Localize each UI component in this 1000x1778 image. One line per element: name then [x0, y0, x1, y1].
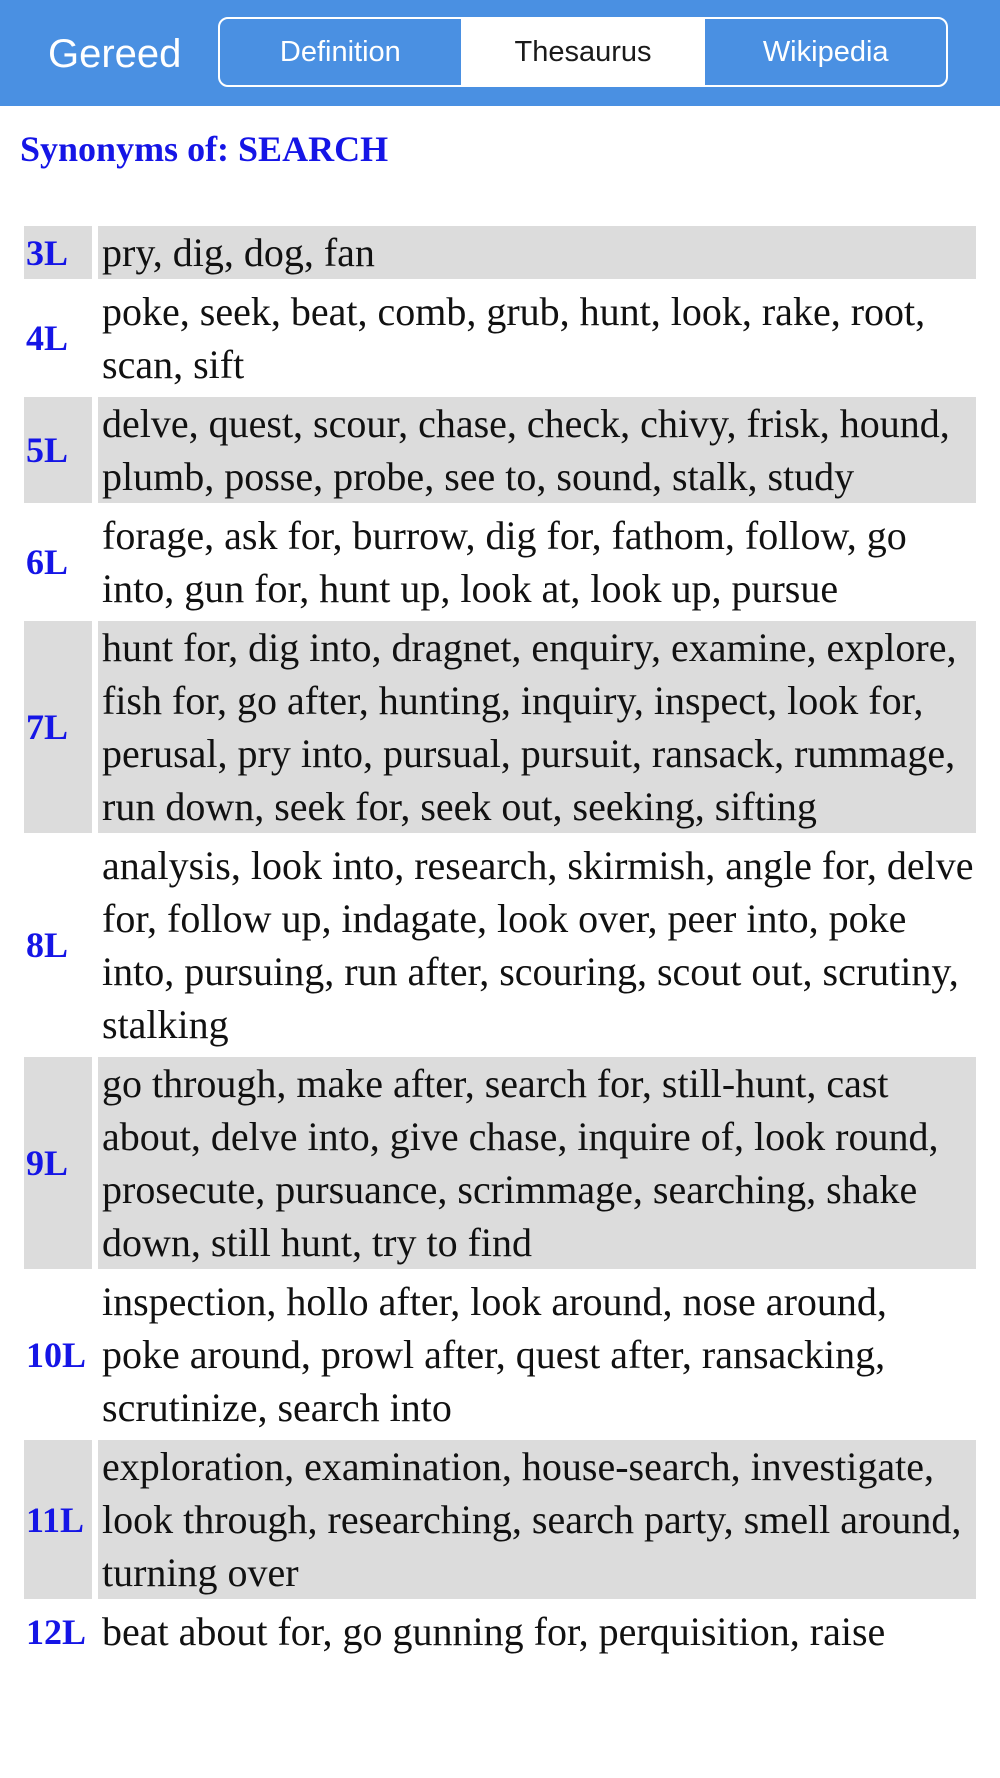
table-row: [24, 1440, 976, 1599]
letter-count-label: 3L: [24, 226, 92, 279]
letter-count-label: 8L: [26, 925, 69, 965]
synonym-list: exploration, examination, house-search, investigate, look through, researching, search party, smell around, turning over: [98, 1440, 976, 1599]
top-nav-bar: [0, 0, 1000, 106]
synonym-list: inspection, hollo after, look around, nose around, poke around, prowl after, quest after, ransacking, scrutinize, search into: [102, 1279, 887, 1430]
letter-count-label: 9L: [24, 1057, 92, 1269]
letter-count-label: 4L: [26, 318, 69, 358]
synonym-list: analysis, look into, research, skirmish, angle for, delve for, follow up, indagate, look over, peer into, poke into, pursuing, run after, scouring, scout out, scrutiny, stalking: [102, 843, 974, 1047]
tab-wikipedia[interactable]: Wikipedia: [703, 19, 946, 85]
page-title: Synonyms of: SEARCH: [20, 129, 389, 169]
table-row: [24, 509, 976, 615]
synonyms-table: [24, 226, 976, 1658]
synonym-list: pry, dig, dog, fan: [98, 226, 976, 279]
app-title: Gereed: [48, 32, 182, 76]
synonym-list: forage, ask for, burrow, dig for, fathom, follow, go into, gun for, hunt up, look at, look up, pursue: [102, 513, 907, 611]
synonym-list: go through, make after, search for, still-hunt, cast about, delve into, give chase, inquire of, look round, prosecute, pursuance, scrimmage, searching, shake down, still hunt, try to find: [98, 1057, 976, 1269]
tab-definition[interactable]: Definition: [279, 35, 401, 68]
table-row: [24, 285, 976, 391]
synonym-list: poke, seek, beat, comb, grub, hunt, look, rake, root, scan, sift: [102, 289, 926, 387]
letter-count-label: 6L: [26, 542, 69, 582]
table-row: [24, 621, 976, 833]
letter-count-label: 11L: [24, 1440, 92, 1599]
table-row: [24, 1275, 976, 1434]
tab-thesaurus[interactable]: Thesaurus: [461, 19, 704, 85]
synonym-list: hunt for, dig into, dragnet, enquiry, examine, explore, fish for, go after, hunting, inquiry, inspect, look for, perusal, pry into, pursual, pursuit, ransack, rummage, run down, seek for, seek out, seeking, sifting: [98, 621, 976, 833]
letter-count-label: 5L: [24, 397, 92, 503]
view-segmented-control: [218, 17, 948, 87]
letter-count-label: 7L: [24, 621, 92, 833]
table-row: [24, 1057, 976, 1269]
letter-count-label: 12L: [26, 1611, 87, 1652]
synonym-list: beat about for, go gunning for, perquisition, raise: [102, 1609, 886, 1654]
letter-count-label: 10L: [26, 1334, 87, 1375]
table-row: [24, 839, 976, 1051]
table-row: [24, 1605, 976, 1658]
synonym-list: delve, quest, scour, chase, check, chivy, frisk, hound, plumb, posse, probe, see to, sound, stalk, study: [98, 397, 976, 503]
table-row: [24, 397, 976, 503]
table-row: [24, 226, 976, 279]
